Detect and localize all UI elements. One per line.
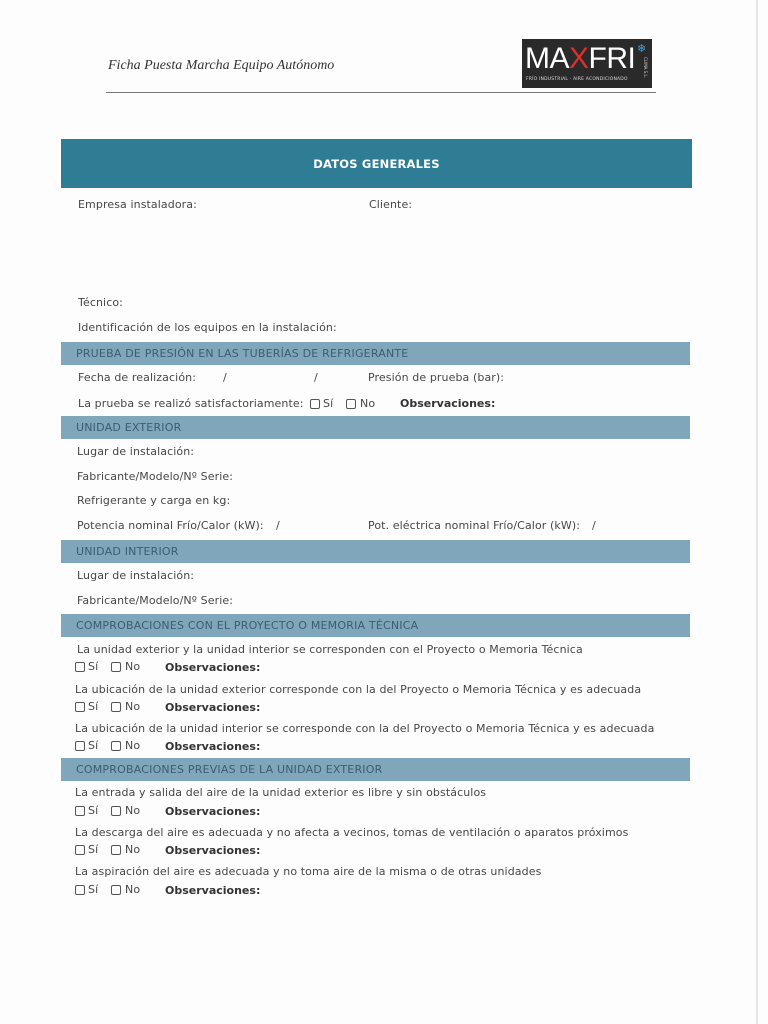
scan-edge <box>756 0 758 1024</box>
no-label: No <box>125 804 141 817</box>
ue-lugar-label: Lugar de instalación: <box>77 445 195 458</box>
snowflake-icon: ❄ <box>637 42 647 55</box>
ue-potencia-label: Potencia nominal Frío/Calor (kW): <box>77 519 264 532</box>
ue-pot-electrica-label: Pot. eléctrica nominal Frío/Calor (kW): <box>368 519 581 532</box>
observaciones-label: Observaciones: <box>165 805 261 818</box>
si-checkbox[interactable] <box>75 845 85 855</box>
section-datos-generales: DATOS GENERALES <box>61 139 692 188</box>
ui-lugar-label: Lugar de instalación: <box>77 569 195 582</box>
section-comprobaciones-exterior: COMPROBACIONES PREVIAS DE LA UNIDAD EXTERIOR <box>61 758 690 781</box>
no-checkbox[interactable] <box>346 399 356 409</box>
pot-electrica-separator: / <box>592 519 596 532</box>
ui-fabricante-label: Fabricante/Modelo/Nº Serie: <box>77 594 234 607</box>
si-label: Sí <box>88 843 99 856</box>
si-checkbox[interactable] <box>75 662 85 672</box>
si-label: Sí <box>88 700 99 713</box>
no-label: No <box>125 739 141 752</box>
observaciones-label: Observaciones: <box>400 397 496 410</box>
observaciones-label: Observaciones: <box>165 701 261 714</box>
presion-label: Presión de prueba (bar): <box>368 371 505 384</box>
si-checkbox[interactable] <box>75 806 85 816</box>
no-checkbox[interactable] <box>111 885 121 895</box>
observaciones-label: Observaciones: <box>165 844 261 857</box>
date-separator: / <box>314 371 318 384</box>
ue-fabricante-label: Fabricante/Modelo/Nº Serie: <box>77 470 234 483</box>
no-checkbox[interactable] <box>111 741 121 751</box>
si-label: Sí <box>88 804 99 817</box>
satisfactoria-label: La prueba se realizó satisfactoriamente: <box>78 397 304 410</box>
no-label: No <box>360 397 376 410</box>
si-checkbox[interactable] <box>75 885 85 895</box>
check-item-text: La descarga del aire es adecuada y no afecta a vecinos, tomas de ventilación o aparatos próximos <box>75 826 629 839</box>
check-item-text: La aspiración del aire es adecuada y no toma aire de la misma o de otras unidades <box>75 865 542 878</box>
section-unidad-exterior: UNIDAD EXTERIOR <box>61 416 690 439</box>
si-checkbox[interactable] <box>75 741 85 751</box>
si-checkbox[interactable] <box>310 399 320 409</box>
no-label: No <box>125 660 141 673</box>
ue-refrigerante-label: Refrigerante y carga en kg: <box>77 494 231 507</box>
check-item-text: La unidad exterior y la unidad interior se corresponden con el Proyecto o Memoria Técnica <box>77 643 583 656</box>
si-label: Sí <box>88 883 99 896</box>
logo-tagline: FRÍO INDUSTRIAL · AIRE ACONDICIONADO <box>526 77 628 82</box>
no-label: No <box>125 843 141 856</box>
section-comprobaciones-proyecto: COMPROBACIONES CON EL PROYECTO O MEMORIA TÉCNICA <box>61 614 690 637</box>
section-prueba-presion: PRUEBA DE PRESIÓN EN LAS TUBERÍAS DE REFRIGERANTE <box>61 342 690 365</box>
no-label: No <box>125 883 141 896</box>
logo-vertical-text: CLIMA S.L. <box>643 57 648 78</box>
check-item-text: La ubicación de la unidad exterior corresponde con la del Proyecto o Memoria Técnica y es adecuada <box>75 683 642 696</box>
fecha-label: Fecha de realización: <box>78 371 197 384</box>
logo-wordmark: MAXFRI <box>525 42 636 75</box>
no-checkbox[interactable] <box>111 702 121 712</box>
cliente-label: Cliente: <box>369 198 413 211</box>
check-item-text: La ubicación de la unidad interior se corresponde con la del Proyecto o Memoria Técnica y es adecuada <box>75 722 655 735</box>
observaciones-label: Observaciones: <box>165 740 261 753</box>
section-unidad-interior: UNIDAD INTERIOR <box>61 540 690 563</box>
header-divider <box>106 92 656 93</box>
potencia-separator: / <box>276 519 280 532</box>
no-checkbox[interactable] <box>111 662 121 672</box>
identificacion-label: Identificación de los equipos en la instalación: <box>78 321 337 334</box>
date-separator: / <box>223 371 227 384</box>
check-item-text: La entrada y salida del aire de la unidad exterior es libre y sin obstáculos <box>75 786 487 799</box>
no-checkbox[interactable] <box>111 806 121 816</box>
tecnico-label: Técnico: <box>78 296 123 309</box>
si-label: Sí <box>323 397 334 410</box>
si-label: Sí <box>88 660 99 673</box>
observaciones-label: Observaciones: <box>165 884 261 897</box>
si-label: Sí <box>88 739 99 752</box>
no-label: No <box>125 700 141 713</box>
document-title: Ficha Puesta Marcha Equipo Autónomo <box>108 58 335 73</box>
no-checkbox[interactable] <box>111 845 121 855</box>
empresa-label: Empresa instaladora: <box>78 198 197 211</box>
si-checkbox[interactable] <box>75 702 85 712</box>
observaciones-label: Observaciones: <box>165 661 261 674</box>
company-logo <box>522 39 652 88</box>
